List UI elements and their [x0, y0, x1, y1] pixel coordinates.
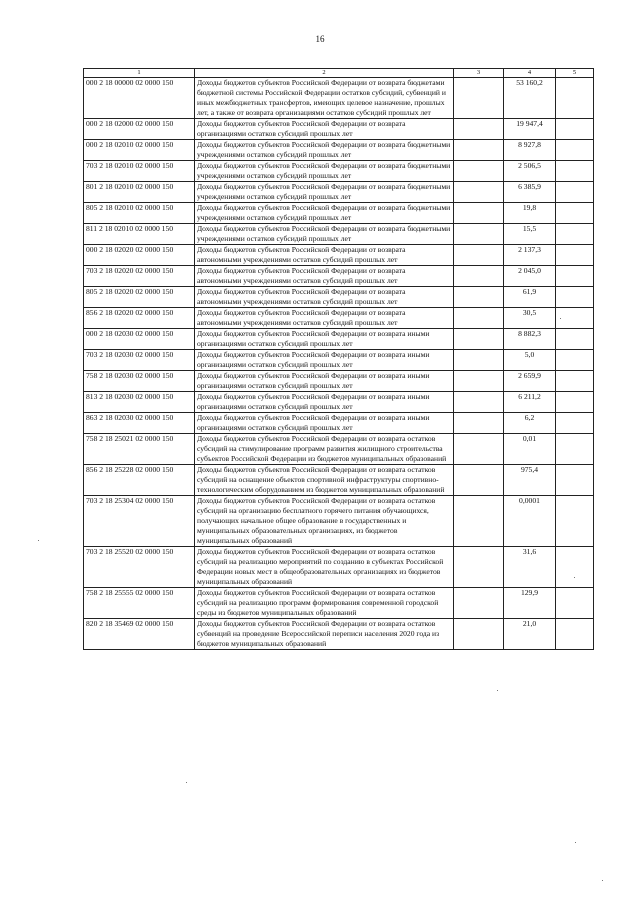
code-cell: 703 2 18 25520 02 0000 150 — [84, 547, 195, 588]
value-cell: 0,0001 — [504, 496, 556, 547]
value-cell: 61,9 — [504, 287, 556, 308]
value-cell: 8 882,3 — [504, 329, 556, 350]
name-cell: Доходы бюджетов субъектов Российской Федерации от возврата иными организациями остатков субсидий прошлых лет — [195, 371, 454, 392]
table-row — [84, 588, 594, 619]
name-cell: Доходы бюджетов субъектов Российской Федерации от возврата бюджетными учреждениями остатков субсидий прошлых лет — [195, 161, 454, 182]
name-cell: Доходы бюджетов субъектов Российской Федерации от возврата автономными учреждениями остатков субсидий прошлых лет — [195, 308, 454, 329]
column-3-cell — [454, 245, 504, 266]
table-row — [84, 371, 594, 392]
table-row — [84, 78, 594, 119]
name-cell: Доходы бюджетов субъектов Российской Федерации от возврата остатков субсидий на реализацию программ формирования современной городской среды из бюджетов муниципальных образований — [195, 588, 454, 619]
name-cell: Доходы бюджетов субъектов Российской Федерации от возврата автономными учреждениями остатков субсидий прошлых лет — [195, 266, 454, 287]
column-3-cell — [454, 547, 504, 588]
column-3-cell — [454, 413, 504, 434]
name-cell: Доходы бюджетов субъектов Российской Федерации от возврата бюджетными учреждениями остатков субсидий прошлых лет — [195, 182, 454, 203]
code-cell: 000 2 18 02020 02 0000 150 — [84, 245, 195, 266]
column-3-cell — [454, 140, 504, 161]
code-cell: 820 2 18 35469 02 0000 150 — [84, 619, 195, 650]
column-3-cell — [454, 203, 504, 224]
value-cell: 2 506,5 — [504, 161, 556, 182]
table-row — [84, 496, 594, 547]
column-header: 1 — [84, 69, 195, 78]
value-cell: 2 137,3 — [504, 245, 556, 266]
column-number-row — [84, 69, 594, 78]
column-3-cell — [454, 119, 504, 140]
column-5-cell — [556, 619, 594, 650]
scan-speck — [186, 782, 187, 783]
column-3-cell — [454, 371, 504, 392]
code-cell: 811 2 18 02010 02 0000 150 — [84, 224, 195, 245]
name-cell: Доходы бюджетов субъектов Российской Федерации от возврата остатков субсидий на стимулирование программ развития жилищного строительства субъектов Российской Федерации из бюджетов муниципальных образований — [195, 434, 454, 465]
column-3-cell — [454, 78, 504, 119]
page-number: 16 — [315, 34, 325, 44]
code-cell: 856 2 18 02020 02 0000 150 — [84, 308, 195, 329]
code-cell: 813 2 18 02030 02 0000 150 — [84, 392, 195, 413]
name-cell: Доходы бюджетов субъектов Российской Федерации от возврата бюджетами бюджетной системы Российской Федерации остатков субсидий, субвенций и иных межбюджетных трансфертов, имеющих целевое назначение, прошлых лет, а также от возврата организациями остатков субсидий прошлых лет — [195, 78, 454, 119]
code-cell: 703 2 18 02020 02 0000 150 — [84, 266, 195, 287]
column-5-cell — [556, 119, 594, 140]
name-cell: Доходы бюджетов субъектов Российской Федерации от возврата бюджетными учреждениями остатков субсидий прошлых лет — [195, 224, 454, 245]
column-3-cell — [454, 392, 504, 413]
column-5-cell — [556, 588, 594, 619]
code-cell: 000 2 18 02030 02 0000 150 — [84, 329, 195, 350]
table-row — [84, 308, 594, 329]
value-cell: 5,0 — [504, 350, 556, 371]
name-cell: Доходы бюджетов субъектов Российской Федерации от возврата иными организациями остатков субсидий прошлых лет — [195, 392, 454, 413]
column-3-cell — [454, 182, 504, 203]
value-cell: 21,0 — [504, 619, 556, 650]
name-cell: Доходы бюджетов субъектов Российской Федерации от возврата организациями остатков субсидий прошлых лет — [195, 119, 454, 140]
table-row — [84, 182, 594, 203]
scan-speck — [497, 690, 498, 691]
column-3-cell — [454, 287, 504, 308]
column-3-cell — [454, 308, 504, 329]
code-cell: 856 2 18 25228 02 0000 150 — [84, 465, 195, 496]
name-cell: Доходы бюджетов субъектов Российской Федерации от возврата остатков субсидий на реализацию мероприятий по созданию в субъектах Российской Федерации новых мест в общеобразовательных организациях из бюджетов муниципальных образований — [195, 547, 454, 588]
table-row — [84, 329, 594, 350]
value-cell: 53 160,2 — [504, 78, 556, 119]
column-5-cell — [556, 496, 594, 547]
value-cell: 129,9 — [504, 588, 556, 619]
table-row — [84, 287, 594, 308]
value-cell: 15,5 — [504, 224, 556, 245]
column-5-cell — [556, 308, 594, 329]
name-cell: Доходы бюджетов субъектов Российской Федерации от возврата автономными учреждениями остатков субсидий прошлых лет — [195, 287, 454, 308]
table-row — [84, 161, 594, 182]
table-row — [84, 266, 594, 287]
column-3-cell — [454, 465, 504, 496]
table-row — [84, 392, 594, 413]
value-cell: 19,8 — [504, 203, 556, 224]
name-cell: Доходы бюджетов субъектов Российской Федерации от возврата бюджетными учреждениями остатков субсидий прошлых лет — [195, 203, 454, 224]
name-cell: Доходы бюджетов субъектов Российской Федерации от возврата остатков субсидий на оснащение объектов спортивной инфраструктуры спортивно-технологическим оборудованием из бюджетов муниципальных образований — [195, 465, 454, 496]
column-3-cell — [454, 434, 504, 465]
name-cell: Доходы бюджетов субъектов Российской Федерации от возврата иными организациями остатков субсидий прошлых лет — [195, 350, 454, 371]
value-cell: 19 947,4 — [504, 119, 556, 140]
table-row — [84, 413, 594, 434]
column-header: 5 — [556, 69, 594, 78]
column-5-cell — [556, 329, 594, 350]
column-header: 3 — [454, 69, 504, 78]
value-cell: 2 045,0 — [504, 266, 556, 287]
column-5-cell — [556, 350, 594, 371]
value-cell: 8 927,8 — [504, 140, 556, 161]
code-cell: 758 2 18 25555 02 0000 150 — [84, 588, 195, 619]
column-5-cell — [556, 547, 594, 588]
column-3-cell — [454, 161, 504, 182]
column-5-cell — [556, 245, 594, 266]
column-header: 4 — [504, 69, 556, 78]
column-5-cell — [556, 465, 594, 496]
code-cell: 000 2 18 02010 02 0000 150 — [84, 140, 195, 161]
column-3-cell — [454, 350, 504, 371]
scan-speck — [38, 540, 39, 541]
column-5-cell — [556, 371, 594, 392]
column-header: 2 — [195, 69, 454, 78]
code-cell: 863 2 18 02030 02 0000 150 — [84, 413, 195, 434]
code-cell: 801 2 18 02010 02 0000 150 — [84, 182, 195, 203]
column-5-cell — [556, 266, 594, 287]
column-5-cell — [556, 434, 594, 465]
column-5-cell — [556, 287, 594, 308]
table-row — [84, 203, 594, 224]
name-cell: Доходы бюджетов субъектов Российской Федерации от возврата бюджетными учреждениями остатков субсидий прошлых лет — [195, 140, 454, 161]
scan-speck — [574, 577, 575, 578]
column-3-cell — [454, 224, 504, 245]
code-cell: 000 2 18 02000 02 0000 150 — [84, 119, 195, 140]
code-cell: 703 2 18 25304 02 0000 150 — [84, 496, 195, 547]
table-row — [84, 350, 594, 371]
value-cell: 2 659,9 — [504, 371, 556, 392]
table-row — [84, 140, 594, 161]
column-3-cell — [454, 496, 504, 547]
code-cell: 703 2 18 02030 02 0000 150 — [84, 350, 195, 371]
value-cell: 6 211,2 — [504, 392, 556, 413]
code-cell: 703 2 18 02010 02 0000 150 — [84, 161, 195, 182]
scan-speck — [560, 318, 561, 319]
column-5-cell — [556, 392, 594, 413]
budget-table — [83, 68, 594, 650]
name-cell: Доходы бюджетов субъектов Российской Федерации от возврата иными организациями остатков субсидий прошлых лет — [195, 329, 454, 350]
column-5-cell — [556, 224, 594, 245]
value-cell: 31,6 — [504, 547, 556, 588]
value-cell: 6,2 — [504, 413, 556, 434]
column-5-cell — [556, 78, 594, 119]
value-cell: 30,5 — [504, 308, 556, 329]
column-3-cell — [454, 329, 504, 350]
table-row — [84, 245, 594, 266]
code-cell: 805 2 18 02010 02 0000 150 — [84, 203, 195, 224]
table-body — [84, 78, 594, 650]
value-cell: 975,4 — [504, 465, 556, 496]
code-cell: 805 2 18 02020 02 0000 150 — [84, 287, 195, 308]
code-cell: 000 2 18 00000 02 0000 150 — [84, 78, 195, 119]
name-cell: Доходы бюджетов субъектов Российской Федерации от возврата остатков субсидий на организацию бесплатного горячего питания обучающихся, получающих начальное общее образование в государственных и муниципальных образовательных организациях, из бюджетов муниципальных образований — [195, 496, 454, 547]
column-3-cell — [454, 619, 504, 650]
table-row — [84, 619, 594, 650]
column-5-cell — [556, 203, 594, 224]
column-5-cell — [556, 413, 594, 434]
column-5-cell — [556, 161, 594, 182]
value-cell: 6 385,9 — [504, 182, 556, 203]
table-row — [84, 119, 594, 140]
column-5-cell — [556, 182, 594, 203]
table-row — [84, 465, 594, 496]
scan-speck — [602, 880, 603, 881]
name-cell: Доходы бюджетов субъектов Российской Федерации от возврата остатков субвенций на проведение Всероссийской переписи населения 2020 года из бюджетов муниципальных образований — [195, 619, 454, 650]
column-5-cell — [556, 140, 594, 161]
value-cell: 0,01 — [504, 434, 556, 465]
code-cell: 758 2 18 25021 02 0000 150 — [84, 434, 195, 465]
table-row — [84, 547, 594, 588]
name-cell: Доходы бюджетов субъектов Российской Федерации от возврата иными организациями остатков субсидий прошлых лет — [195, 413, 454, 434]
table-row — [84, 224, 594, 245]
column-3-cell — [454, 266, 504, 287]
name-cell: Доходы бюджетов субъектов Российской Федерации от возврата автономными учреждениями остатков субсидий прошлых лет — [195, 245, 454, 266]
scan-speck — [575, 842, 576, 843]
table-row — [84, 434, 594, 465]
column-3-cell — [454, 588, 504, 619]
code-cell: 758 2 18 02030 02 0000 150 — [84, 371, 195, 392]
